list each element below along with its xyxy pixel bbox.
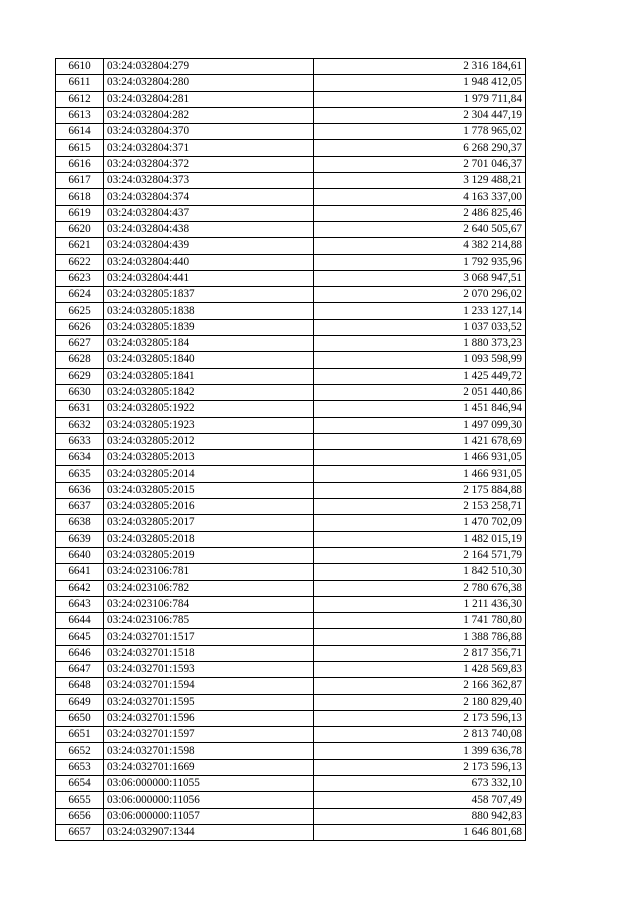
- value-cell: 1 482 015,19: [314, 531, 526, 547]
- value-cell: 1 497 099,30: [314, 417, 526, 433]
- table-row: [56, 564, 526, 580]
- value-cell: 1 842 510,30: [314, 564, 526, 580]
- value-cell: 2 817 356,71: [314, 645, 526, 661]
- row-number-cell: 6623: [56, 270, 104, 286]
- value-cell: 1 778 965,02: [314, 124, 526, 140]
- value-cell: 1 233 127,14: [314, 303, 526, 319]
- table-row: [56, 91, 526, 107]
- row-number-cell: 6610: [56, 59, 104, 75]
- cadastral-number-cell: 03:24:032805:1840: [104, 352, 314, 368]
- row-number-cell: 6656: [56, 808, 104, 824]
- table-row: [56, 189, 526, 205]
- cadastral-number-cell: 03:24:032804:281: [104, 91, 314, 107]
- value-cell: 2 070 296,02: [314, 287, 526, 303]
- row-number-cell: 6635: [56, 466, 104, 482]
- table-row: [56, 531, 526, 547]
- table-row: [56, 59, 526, 75]
- row-number-cell: 6653: [56, 759, 104, 775]
- cadastral-number-cell: 03:24:032805:2019: [104, 547, 314, 563]
- row-number-cell: 6619: [56, 205, 104, 221]
- cadastral-number-cell: 03:24:032701:1594: [104, 678, 314, 694]
- table-row: [56, 759, 526, 775]
- table-row: [56, 629, 526, 645]
- cadastral-number-cell: 03:24:032701:1597: [104, 727, 314, 743]
- value-cell: 1 451 846,94: [314, 401, 526, 417]
- row-number-cell: 6651: [56, 727, 104, 743]
- table-row: [56, 808, 526, 824]
- row-number-cell: 6649: [56, 694, 104, 710]
- cadastral-number-cell: 03:24:032804:279: [104, 59, 314, 75]
- cadastral-number-cell: 03:24:032804:441: [104, 270, 314, 286]
- value-cell: 2 051 440,86: [314, 384, 526, 400]
- cadastral-number-cell: 03:24:032805:1922: [104, 401, 314, 417]
- value-cell: 4 382 214,88: [314, 238, 526, 254]
- value-cell: 1 425 449,72: [314, 368, 526, 384]
- row-number-cell: 6640: [56, 547, 104, 563]
- row-number-cell: 6639: [56, 531, 104, 547]
- value-cell: 1 466 931,05: [314, 450, 526, 466]
- row-number-cell: 6644: [56, 613, 104, 629]
- value-cell: 2 780 676,38: [314, 580, 526, 596]
- row-number-cell: 6621: [56, 238, 104, 254]
- table-row: [56, 205, 526, 221]
- table-row: [56, 450, 526, 466]
- table-row: [56, 352, 526, 368]
- value-cell: 2 166 362,87: [314, 678, 526, 694]
- table-row: [56, 678, 526, 694]
- value-cell: 1 470 702,09: [314, 515, 526, 531]
- value-cell: 2 173 596,13: [314, 759, 526, 775]
- row-number-cell: 6648: [56, 678, 104, 694]
- cadastral-number-cell: 03:24:023106:784: [104, 596, 314, 612]
- cadastral-number-cell: 03:24:032701:1669: [104, 759, 314, 775]
- value-cell: 1 428 569,83: [314, 661, 526, 677]
- value-cell: 3 068 947,51: [314, 270, 526, 286]
- cadastral-number-cell: 03:24:032804:371: [104, 140, 314, 156]
- cadastral-number-cell: 03:24:032804:280: [104, 75, 314, 91]
- cadastral-number-cell: 03:24:032805:2017: [104, 515, 314, 531]
- table-row: [56, 336, 526, 352]
- table-row: [56, 156, 526, 172]
- table-row: [56, 824, 526, 840]
- row-number-cell: 6611: [56, 75, 104, 91]
- table-row: [56, 303, 526, 319]
- row-number-cell: 6638: [56, 515, 104, 531]
- table-row: [56, 743, 526, 759]
- row-number-cell: 6625: [56, 303, 104, 319]
- table-row: [56, 433, 526, 449]
- cadastral-number-cell: 03:24:032701:1517: [104, 629, 314, 645]
- value-cell: 2 173 596,13: [314, 710, 526, 726]
- row-number-cell: 6617: [56, 173, 104, 189]
- table-row: [56, 107, 526, 123]
- cadastral-number-cell: 03:24:032804:372: [104, 156, 314, 172]
- cadastral-number-cell: 03:24:023106:785: [104, 613, 314, 629]
- cadastral-number-cell: 03:24:032804:370: [104, 124, 314, 140]
- cadastral-number-cell: 03:24:032804:282: [104, 107, 314, 123]
- cadastral-number-cell: 03:24:032701:1595: [104, 694, 314, 710]
- cadastral-number-cell: 03:24:032805:2013: [104, 450, 314, 466]
- table-row: [56, 254, 526, 270]
- cadastral-number-cell: 03:24:032804:437: [104, 205, 314, 221]
- row-number-cell: 6618: [56, 189, 104, 205]
- row-number-cell: 6612: [56, 91, 104, 107]
- row-number-cell: 6614: [56, 124, 104, 140]
- value-cell: 2 180 829,40: [314, 694, 526, 710]
- cadastral-number-cell: 03:06:000000:11056: [104, 792, 314, 808]
- table-row: [56, 547, 526, 563]
- table-body: [56, 59, 526, 841]
- row-number-cell: 6616: [56, 156, 104, 172]
- table-row: [56, 466, 526, 482]
- value-cell: 1 037 033,52: [314, 319, 526, 335]
- table-row: [56, 645, 526, 661]
- row-number-cell: 6657: [56, 824, 104, 840]
- cadastral-number-cell: 03:24:032701:1593: [104, 661, 314, 677]
- value-cell: 1 792 935,96: [314, 254, 526, 270]
- cadastral-number-cell: 03:24:032701:1596: [104, 710, 314, 726]
- row-number-cell: 6626: [56, 319, 104, 335]
- row-number-cell: 6631: [56, 401, 104, 417]
- row-number-cell: 6630: [56, 384, 104, 400]
- cadastral-number-cell: 03:24:032805:2018: [104, 531, 314, 547]
- value-cell: 4 163 337,00: [314, 189, 526, 205]
- cadastral-number-cell: 03:24:032805:184: [104, 336, 314, 352]
- cadastral-number-cell: 03:24:032804:374: [104, 189, 314, 205]
- table-row: [56, 319, 526, 335]
- cadastral-number-cell: 03:24:032805:2014: [104, 466, 314, 482]
- row-number-cell: 6632: [56, 417, 104, 433]
- value-cell: 1 093 598,99: [314, 352, 526, 368]
- table-row: [56, 417, 526, 433]
- table-row: [56, 140, 526, 156]
- value-cell: 1 421 678,69: [314, 433, 526, 449]
- row-number-cell: 6641: [56, 564, 104, 580]
- row-number-cell: 6646: [56, 645, 104, 661]
- value-cell: 2 153 258,71: [314, 499, 526, 515]
- table-row: [56, 580, 526, 596]
- row-number-cell: 6637: [56, 499, 104, 515]
- cadastral-number-cell: 03:24:032804:438: [104, 221, 314, 237]
- cadastral-number-cell: 03:24:032805:1842: [104, 384, 314, 400]
- cadastral-number-cell: 03:06:000000:11057: [104, 808, 314, 824]
- table-row: [56, 515, 526, 531]
- value-cell: 1 466 931,05: [314, 466, 526, 482]
- value-cell: 1 979 711,84: [314, 91, 526, 107]
- cadastral-number-cell: 03:24:032804:373: [104, 173, 314, 189]
- cadastral-number-cell: 03:24:032907:1344: [104, 824, 314, 840]
- value-cell: 2 486 825,46: [314, 205, 526, 221]
- table-row: [56, 368, 526, 384]
- cadastral-number-cell: 03:06:000000:11055: [104, 776, 314, 792]
- table-row: [56, 727, 526, 743]
- row-number-cell: 6655: [56, 792, 104, 808]
- table-row: [56, 661, 526, 677]
- row-number-cell: 6647: [56, 661, 104, 677]
- table-row: [56, 596, 526, 612]
- table-row: [56, 384, 526, 400]
- table-row: [56, 287, 526, 303]
- cadastral-number-cell: 03:24:032804:439: [104, 238, 314, 254]
- row-number-cell: 6636: [56, 482, 104, 498]
- table-row: [56, 694, 526, 710]
- table-row: [56, 270, 526, 286]
- cadastral-number-cell: 03:24:032805:1837: [104, 287, 314, 303]
- table-row: [56, 482, 526, 498]
- cadastral-number-cell: 03:24:032805:1841: [104, 368, 314, 384]
- cadastral-number-cell: 03:24:032805:2012: [104, 433, 314, 449]
- value-cell: 1 646 801,68: [314, 824, 526, 840]
- data-table: [55, 58, 526, 841]
- table-row: [56, 710, 526, 726]
- value-cell: 3 129 488,21: [314, 173, 526, 189]
- row-number-cell: 6615: [56, 140, 104, 156]
- cadastral-number-cell: 03:24:023106:782: [104, 580, 314, 596]
- table-row: [56, 613, 526, 629]
- value-cell: 1 741 780,80: [314, 613, 526, 629]
- table-row: [56, 401, 526, 417]
- table-row: [56, 173, 526, 189]
- cadastral-number-cell: 03:24:032805:1838: [104, 303, 314, 319]
- row-number-cell: 6642: [56, 580, 104, 596]
- value-cell: 458 707,49: [314, 792, 526, 808]
- row-number-cell: 6633: [56, 433, 104, 449]
- value-cell: 6 268 290,37: [314, 140, 526, 156]
- value-cell: 2 316 184,61: [314, 59, 526, 75]
- cadastral-number-cell: 03:24:032701:1598: [104, 743, 314, 759]
- value-cell: 2 813 740,08: [314, 727, 526, 743]
- row-number-cell: 6652: [56, 743, 104, 759]
- cadastral-number-cell: 03:24:032804:440: [104, 254, 314, 270]
- row-number-cell: 6629: [56, 368, 104, 384]
- cadastral-number-cell: 03:24:032805:2016: [104, 499, 314, 515]
- row-number-cell: 6628: [56, 352, 104, 368]
- cadastral-number-cell: 03:24:032805:1839: [104, 319, 314, 335]
- value-cell: 1 399 636,78: [314, 743, 526, 759]
- table-row: [56, 75, 526, 91]
- value-cell: 2 304 447,19: [314, 107, 526, 123]
- row-number-cell: 6634: [56, 450, 104, 466]
- value-cell: 2 701 046,37: [314, 156, 526, 172]
- value-cell: 1 948 412,05: [314, 75, 526, 91]
- value-cell: 2 640 505,67: [314, 221, 526, 237]
- table-row: [56, 238, 526, 254]
- cadastral-number-cell: 03:24:032805:2015: [104, 482, 314, 498]
- table-row: [56, 124, 526, 140]
- row-number-cell: 6627: [56, 336, 104, 352]
- value-cell: 880 942,83: [314, 808, 526, 824]
- cadastral-number-cell: 03:24:032805:1923: [104, 417, 314, 433]
- row-number-cell: 6620: [56, 221, 104, 237]
- row-number-cell: 6643: [56, 596, 104, 612]
- cadastral-number-cell: 03:24:032701:1518: [104, 645, 314, 661]
- row-number-cell: 6645: [56, 629, 104, 645]
- row-number-cell: 6624: [56, 287, 104, 303]
- value-cell: 673 332,10: [314, 776, 526, 792]
- row-number-cell: 6654: [56, 776, 104, 792]
- value-cell: 2 164 571,79: [314, 547, 526, 563]
- value-cell: 1 388 786,88: [314, 629, 526, 645]
- row-number-cell: 6650: [56, 710, 104, 726]
- row-number-cell: 6613: [56, 107, 104, 123]
- table-row: [56, 792, 526, 808]
- table-row: [56, 221, 526, 237]
- value-cell: 1 211 436,30: [314, 596, 526, 612]
- table-row: [56, 499, 526, 515]
- table-row: [56, 776, 526, 792]
- row-number-cell: 6622: [56, 254, 104, 270]
- value-cell: 1 880 373,23: [314, 336, 526, 352]
- cadastral-number-cell: 03:24:023106:781: [104, 564, 314, 580]
- value-cell: 2 175 884,88: [314, 482, 526, 498]
